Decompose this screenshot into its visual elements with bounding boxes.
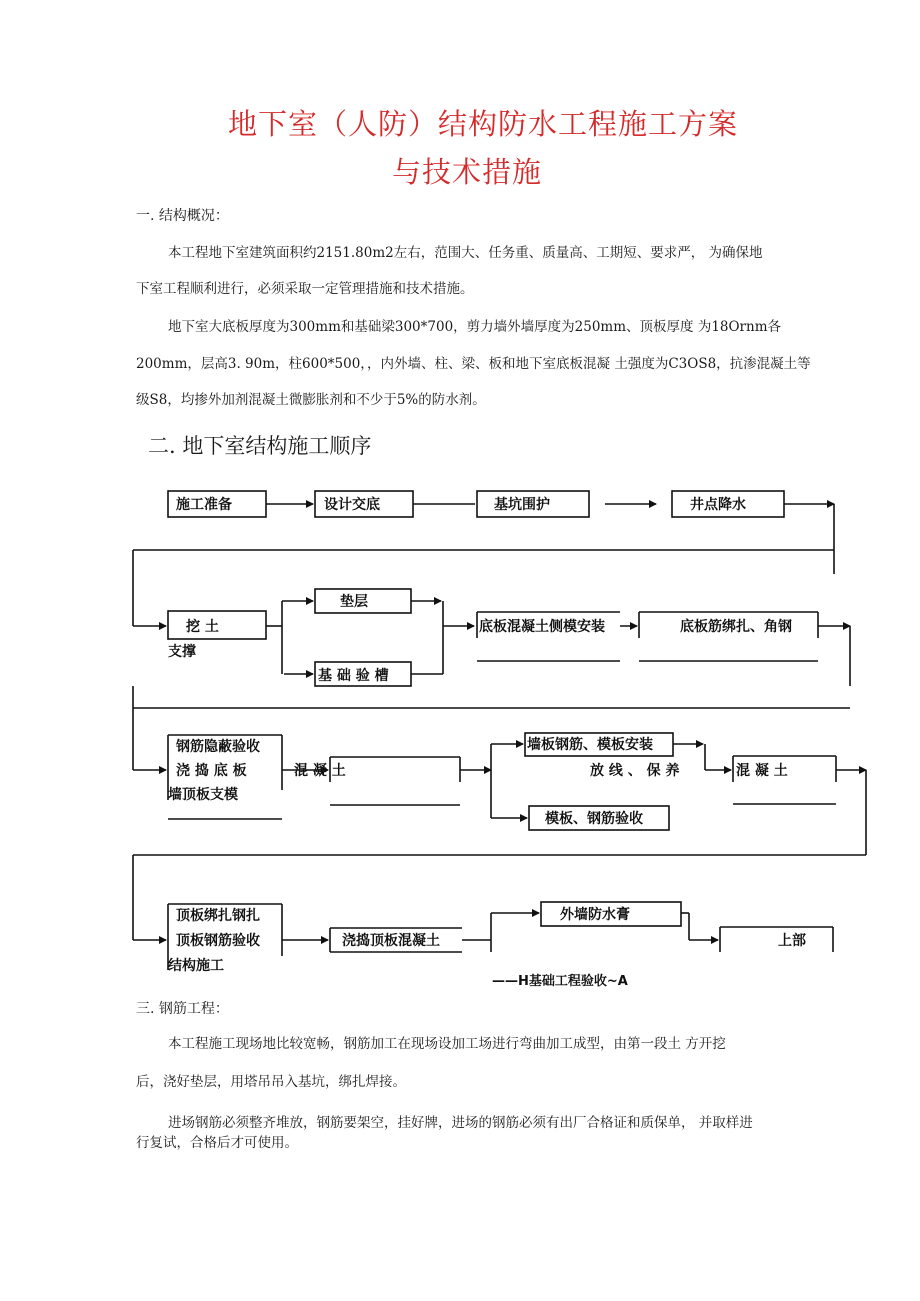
flow-label-n11: 混 凝 土 (294, 763, 346, 779)
section2-heading: 二. 地下室结构施工顺序 (148, 434, 372, 458)
flow-label-n16a: 顶板绑扎钢扎 (176, 908, 260, 924)
flow-label-n4: 井点降水 (690, 497, 746, 513)
section3-p2-line1: 进场钢筋必须整齐堆放，钢筋要架空，挂好牌，进场的钢筋必须有出厂合格证和质保单， 并取样进 (168, 1115, 753, 1131)
section1-p2-line1: 地下室大底板厚度为300mm和基础梁300*700，剪力墙外墙厚度为250mm、顶板厚度 为18Ornm各 (168, 319, 782, 335)
flow-footnote: ——H基础工程验收~A (492, 974, 628, 989)
flow-label-n16c: 结构施工 (168, 958, 224, 974)
section1-p2-line2: 200mm，层高3. 90m，柱600*500，，内外墙、柱、梁、板和地下室底板混凝 土强度为C3OS8，抗渗混凝土等 (136, 356, 811, 372)
section3-p2-line2: 行复试，合格后才可使用。 (136, 1135, 298, 1151)
flow-label-n18: 外墙防水膏 (560, 907, 630, 923)
section3-heading: 三. 钢筋工程： (136, 1001, 229, 1017)
flow-label-n12: 墙板钢筋、模板安装 (527, 737, 653, 753)
flow-label-n10a: 钢筋隐蔽验收 (176, 739, 260, 755)
flow-label-n3: 基坑围护 (494, 497, 550, 513)
flow-label-n5b: 支撑 (168, 644, 196, 660)
flow-label-n15: 模板、钢筋验收 (545, 811, 643, 827)
flow-label-n9: 底板筋绑扎、角钢 (680, 619, 792, 635)
flow-label-n16b: 顶板钢筋验收 (176, 933, 260, 949)
flow-label-n13: 放 线 、 保 养 (590, 763, 680, 779)
doc-title-line1: 地下室（人防）结构防水工程施工方案 (228, 107, 739, 141)
doc-title-line2: 与技术措施 (392, 155, 543, 189)
flow-label-n7: 基 础 验 槽 (318, 668, 389, 684)
section3-p1-line1: 本工程施工现场地比较宽畅，钢筋加工在现场设加工场进行弯曲加工成型，由第一段土 方开挖 (168, 1036, 726, 1052)
flow-label-n6: 垫层 (340, 594, 368, 610)
section3-p1-line2: 后，浇好垫层，用塔吊吊入基坑，绑扎焊接。 (136, 1074, 406, 1090)
flow-label-n10c: 墙顶板支模 (168, 787, 238, 803)
flow-label-n10b: 浇 捣 底 板 (176, 763, 247, 779)
section1-p1-line1: 本工程地下室建筑面积约2151.80m2左右，范围大、任务重、质量高、工期短、要求严， 为确保地 (168, 245, 763, 261)
flow-label-n14: 混 凝 土 (736, 763, 788, 779)
flow-label-n5a: 挖 土 (186, 619, 219, 635)
section1-heading: 一. 结构概况： (136, 208, 229, 224)
flow-label-n17: 浇捣顶板混凝土 (342, 933, 440, 949)
flow-label-n8: 底板混凝土侧模安装 (479, 619, 605, 635)
flow-label-n2: 设计交底 (324, 497, 380, 513)
flow-label-n1: 施工准备 (176, 497, 232, 513)
section1-p1-line2: 下室工程顺利进行，必须采取一定管理措施和技术措施。 (136, 281, 474, 297)
section1-p2-line3: 级S8，均掺外加剂混凝土微膨胀剂和不少于5%的防水剂。 (136, 392, 486, 408)
flow-label-n19: 上部 (778, 933, 806, 949)
